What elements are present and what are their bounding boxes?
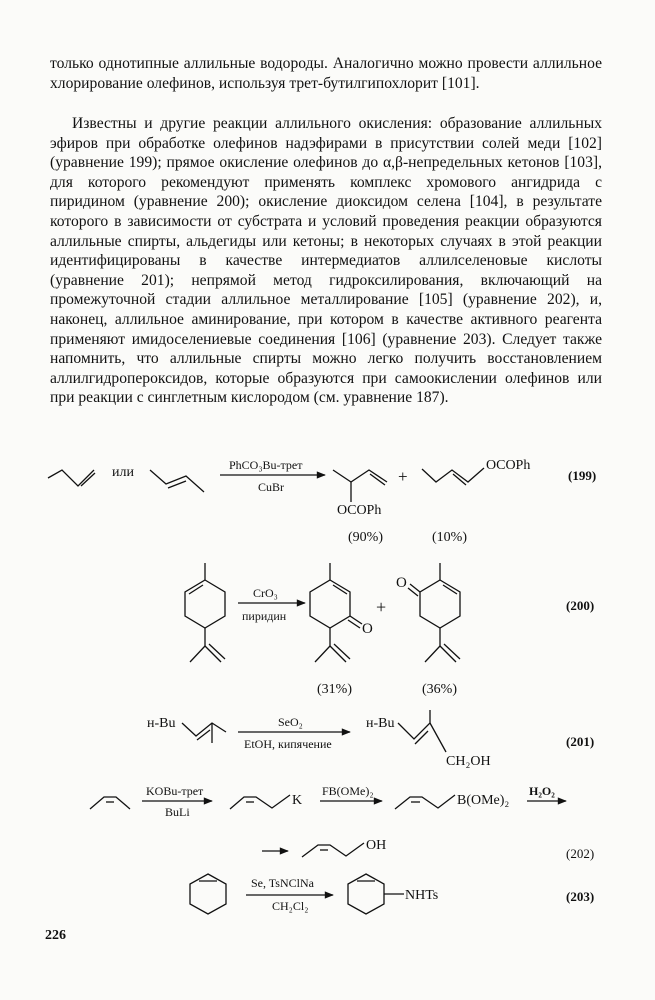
crotyl-potassium [230, 795, 290, 809]
reagent-203-bottom: CH₂Cl₂ [272, 899, 309, 913]
equation-number-199: (199) [568, 468, 597, 483]
reagent-200-bottom: пиридин [242, 609, 287, 623]
ch2oh-bond [430, 723, 446, 752]
oh-label: OH [366, 838, 387, 853]
nbu-label-1: н-Bu [147, 716, 176, 731]
equation-number-202: (202) [566, 846, 595, 861]
yield-200-1: (31%) [317, 682, 352, 697]
reagent-202a-bottom: BuLi [165, 805, 190, 819]
cis-butene [90, 797, 130, 809]
double-bond-line [81, 473, 95, 486]
paragraph-continuation: только однотипные аллильные водороды. Аналогично можно провести аллильное хлорирование олефинов, используя трет-бутилгипохлорит [101]. [50, 55, 602, 92]
nhts-label: NHTs [405, 888, 439, 903]
reagent-202a-top: KOBu-трет [146, 784, 204, 798]
reagent-201-bottom: EtOH, кипячение [244, 737, 332, 751]
carbonyl-oxygen-2: O [396, 575, 407, 591]
isopropenyl-branch [425, 646, 440, 662]
equation-number-201: (201) [566, 734, 595, 749]
page-number: 226 [45, 928, 66, 943]
yield-199-1: (90%) [348, 530, 383, 545]
reagent-202b-top: FB(OMe)₂ [322, 784, 374, 798]
substituent-ocoph-2: OCOPh [486, 458, 531, 473]
or-label: или [112, 465, 134, 480]
potassium-label: K [292, 793, 303, 808]
paragraph-allylic-oxidation: Известны и другие реакции аллильного окисления: образование аллильных эфиров при обработке олефинов надэфирами в присутствии солей меди [102] (уравнение 199); прямое окисление олефинов до α,β-непредельных кетонов [103], для которого рекомендуют применять комплекс хромового ангидрида с пиридином (уравнение 200); окисление диоксидом селена [104], в результате которого в зависимости от субстрата и условий проведения реакции образуются аллильные спирты, альдегиды или кетоны; в некоторых случаях в этой реакции идентифицированы в качестве интермедиатов аллилселеновые кислоты (уравнение 201); непрямой метод гидроксилирования, включающий на промежуточной стадии аллильное металлирование [105] (уравнение 202), и, наконец, аллильное аминирование, при котором в качестве активного реагента применяют имидоселениевые соединения [106] (уравнение 203). Следует также напомнить, что аллильные спирты можно легко получить восстановлением аллилгидропероксидов, которые образуются при самоокислении олефинов или при реакции с синглетным кислородом (см. уравнение 187). [50, 115, 602, 407]
enone-ring [420, 580, 460, 628]
2-butene-structure [150, 470, 204, 492]
reagent-201-top: SeO₂ [278, 715, 303, 729]
nbu-label-2: н-Bu [366, 716, 395, 731]
yield-199-2: (10%) [432, 530, 467, 545]
plus-sign: + [376, 597, 387, 617]
reaction-schemes [0, 440, 655, 930]
reagent-199-bottom: CuBr [258, 480, 285, 494]
isopropenyl-branch [190, 646, 205, 662]
equation-number-200: (200) [566, 598, 595, 613]
yield-200-2: (36%) [422, 682, 457, 697]
double-bond-line [197, 730, 210, 740]
substituent-ocoph-1: OCOPh [337, 503, 382, 518]
ch2oh-label: CH₂OH [446, 754, 491, 769]
ring-double-bond [189, 585, 203, 594]
reagent-203-top: Se, TsNClNa [251, 876, 314, 890]
isopropenyl-branch [315, 646, 330, 662]
reagent-202c-top: H₂O₂ [529, 784, 555, 798]
1-butene-structure [48, 470, 94, 486]
reagent-199-top: PhCO₃Bu-трет [229, 458, 303, 472]
product-ring-203 [348, 874, 384, 914]
crotyl-alcohol [302, 843, 364, 857]
cyclohexene-ring [190, 874, 226, 914]
product-linear-ester [422, 468, 484, 482]
equation-number-203: (203) [566, 889, 595, 904]
crotyl-boronate [395, 795, 455, 809]
plus-sign: + [398, 467, 408, 486]
reagent-200-top: CrO₃ [253, 586, 278, 600]
limonene-ring [185, 580, 225, 628]
carvone-ring [310, 580, 350, 628]
carbonyl-oxygen-1: O [362, 621, 373, 637]
equation-200 [185, 563, 460, 662]
double-bond-line [415, 731, 428, 744]
boronate-label: B(OMe)₂ [457, 793, 510, 808]
